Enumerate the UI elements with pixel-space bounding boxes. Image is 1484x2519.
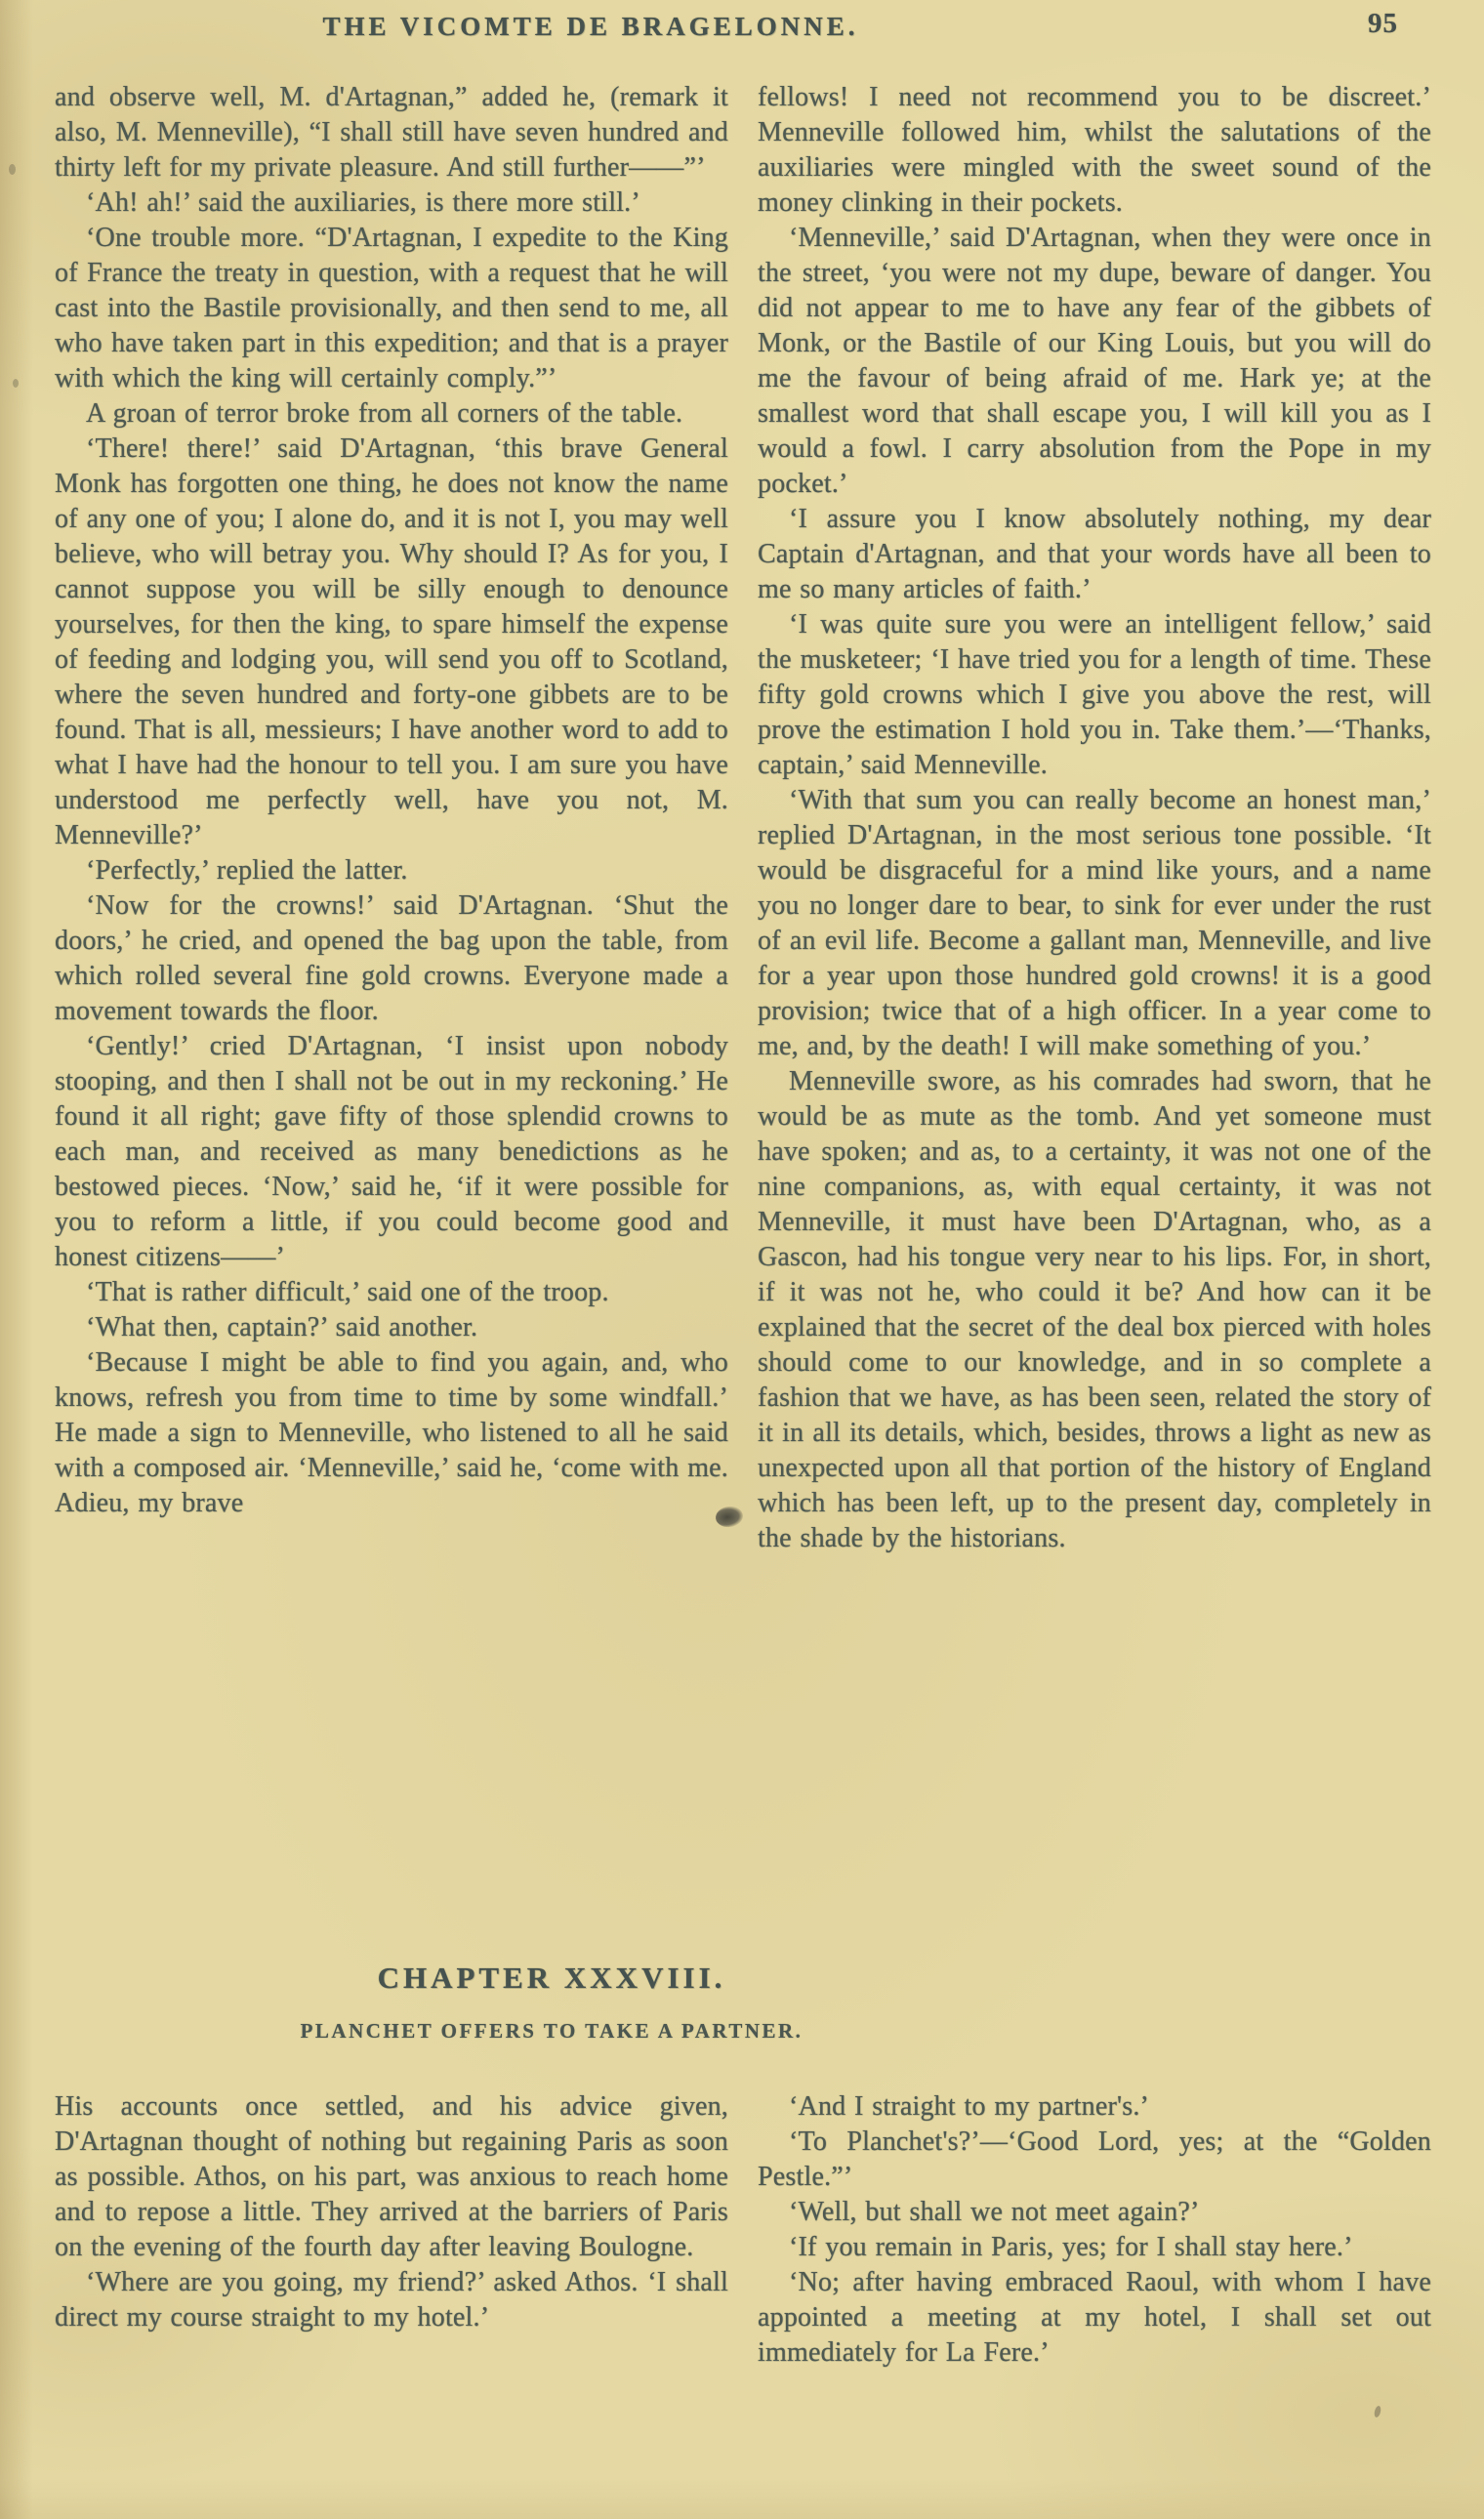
paragraph: ‘I was quite sure you were an intelligent fellow,’ said the musketeer; ‘I have tried you for a length of time. These fifty gold crowns which I give you above the rest, will prove the estimation I hold you in. Take them.’—‘Thanks, captain,’ said Menneville. bbox=[758, 609, 1431, 780]
paragraph: and observe well, M. d'Artagnan,” added he, (remark it also, M. Menneville), “I shall still have seven hundred and thirty left for my private pleasure. And still further——”’ bbox=[55, 82, 728, 183]
paragraph: ‘Perfectly,’ replied the latter. bbox=[86, 855, 408, 886]
top-left-column bbox=[55, 80, 728, 1556]
paper-speck bbox=[13, 379, 19, 388]
paragraph: ‘There! there!’ said D'Artagnan, ‘this brave General Monk has forgotten one thing, he does not know the name of any one of you; I alone do, and it is not I, you may well believe, who will betray you. Why should I? As for you, I cannot suppose you will be silly enough to denounce yourselves, for then the king, to spare himself the expense of feeding and lodging you, will send you off to Scotland, where the seven hundred and forty-one gibbets are to be found. That is all, messieurs; I have another word to add to what I have had the honour to tell you. I am sure you have understood me perfectly well, have you not, M. Menneville?’ bbox=[55, 434, 728, 850]
paragraph: ‘I assure you I know absolutely nothing, my dear Captain d'Artagnan, and that your words have all been to me so many articles of faith.’ bbox=[758, 504, 1431, 604]
paragraph: ‘Gently!’ cried D'Artagnan, ‘I insist upon nobody stooping, and then I shall not be out in my reckoning.’ He found it all right; gave fifty of those splendid crowns to each man, and received as many benedictions as he bestowed pieces. ‘Now,’ said he, ‘if it were possible for you to reform a little, if you could become good and honest citizens——’ bbox=[55, 1031, 728, 1272]
paragraph: ‘To Planchet's?’—‘Good Lord, yes; at the “Golden Pestle.”’ bbox=[758, 2127, 1431, 2192]
paragraph: ‘If you remain in Paris, yes; for I shall stay here.’ bbox=[789, 2232, 1353, 2262]
paragraph: ‘What then, captain?’ said another. bbox=[86, 1312, 478, 1342]
paragraph: ‘Ah! ah!’ said the auxiliaries, is there more still.’ bbox=[86, 187, 640, 218]
paragraph: ‘Well, but shall we not meet again?’ bbox=[789, 2197, 1200, 2227]
paragraph: ‘Because I might be able to find you again, and, who knows, refresh you from time to time by some windfall.’ He made a sign to Menneville, who listened to all he said with a composed air. ‘Menneville,’ said he, ‘come with me. Adieu, my brave bbox=[55, 1347, 728, 1518]
paragraph: His accounts once settled, and his advice given, D'Artagnan thought of nothing but regaining Paris as soon as possible. Athos, on his part, was anxious to reach home and to repose a little. They arrived at the barriers of Paris on the evening of the fourth day after leaving Boulogne. bbox=[55, 2091, 728, 2262]
running-title: THE VICOMTE DE BRAGELONNE. bbox=[322, 12, 859, 41]
paragraph: ‘Where are you going, my friend?’ asked Athos. ‘I shall direct my course straight to my hotel.’ bbox=[55, 2267, 728, 2333]
paragraph: A groan of terror broke from all corners of the table. bbox=[86, 398, 683, 429]
bottom-right-column bbox=[758, 2089, 1431, 2371]
bottom-text-section bbox=[55, 2089, 1431, 2371]
paragraph: ‘That is rather difficult,’ said one of the troop. bbox=[86, 1277, 609, 1307]
page-number: 95 bbox=[1368, 8, 1398, 39]
chapter-title: CHAPTER XXXVIII. bbox=[377, 1961, 726, 1995]
paragraph: ‘One trouble more. “D'Artagnan, I expedite to the King of France the treaty in question, with a request that he will cast into the Bastile provisionally, and then send to me, all who have taken part in this expedition; and that is a prayer with which the king will certainly comply.”’ bbox=[55, 223, 728, 393]
paper-speck bbox=[1374, 2405, 1382, 2417]
paragraph: ‘No; after having embraced Raoul, with whom I have appointed a meeting at my hotel, I shall set out immediately for La Fere.’ bbox=[758, 2267, 1431, 2368]
paragraph: ‘With that sum you can really become an honest man,’ replied D'Artagnan, in the most serious tone possible. ‘It would be disgraceful for a mind like yours, and a name you no longer dare to bear, to sink for ever under the rust of an evil life. Become a gallant man, Menneville, and live for a year upon those hundred gold crowns! it is a good provision; twice that of a high officer. In a year come to me, and, by the death! I will make something of you.’ bbox=[758, 785, 1431, 1061]
bottom-left-column bbox=[55, 2089, 728, 2371]
chapter-subtitle: PLANCHET OFFERS TO TAKE A PARTNER. bbox=[300, 2019, 804, 2043]
paper-speck bbox=[9, 164, 16, 175]
paragraph: ‘And I straight to my partner's.’ bbox=[789, 2091, 1150, 2122]
paragraph: ‘Now for the crowns!’ said D'Artagnan. ‘Shut the doors,’ he cried, and opened the bag upon the table, from which rolled several fine gold crowns. Everyone made a movement towards the floor. bbox=[55, 890, 728, 1026]
chapter-heading-block bbox=[0, 1961, 1103, 2044]
paragraph: fellows! I need not recommend you to be discreet.’ Menneville followed him, whilst the salutations of the auxiliaries were mingled with the sweet sound of the money clinking in their pockets. bbox=[758, 82, 1431, 218]
paragraph: Menneville swore, as his comrades had sworn, that he would be as mute as the tomb. And yet someone must have spoken; and as, to a certainty, it was not one of the nine companions, as, with equal certainty, it was not Menneville, it must have been D'Artagnan, who, as a Gascon, had his tongue very near to his lips. For, in short, if it was not he, who could it be? And how can it be explained that the secret of the deal box pierced with holes should come to our knowledge, and in so complete a fashion that we have, as has been seen, related the story of it in all its details, which, besides, throws a light as new as unexpected upon all that portion of the history of England which has been left, up to the present day, completely in the shade by the historians. bbox=[758, 1066, 1431, 1553]
top-right-column bbox=[758, 80, 1431, 1556]
top-text-section bbox=[55, 80, 1431, 1556]
paragraph: ‘Menneville,’ said D'Artagnan, when they were once in the street, ‘you were not my dupe, beware of danger. You did not appear to me to have any fear of the gibbets of Monk, or the Bastile of our King Louis, but you will do me the favour of being afraid of me. Hark ye; at the smallest word that shall escape you, I will kill you as I would a fowl. I carry absolution from the Pope in my pocket.’ bbox=[758, 223, 1431, 499]
